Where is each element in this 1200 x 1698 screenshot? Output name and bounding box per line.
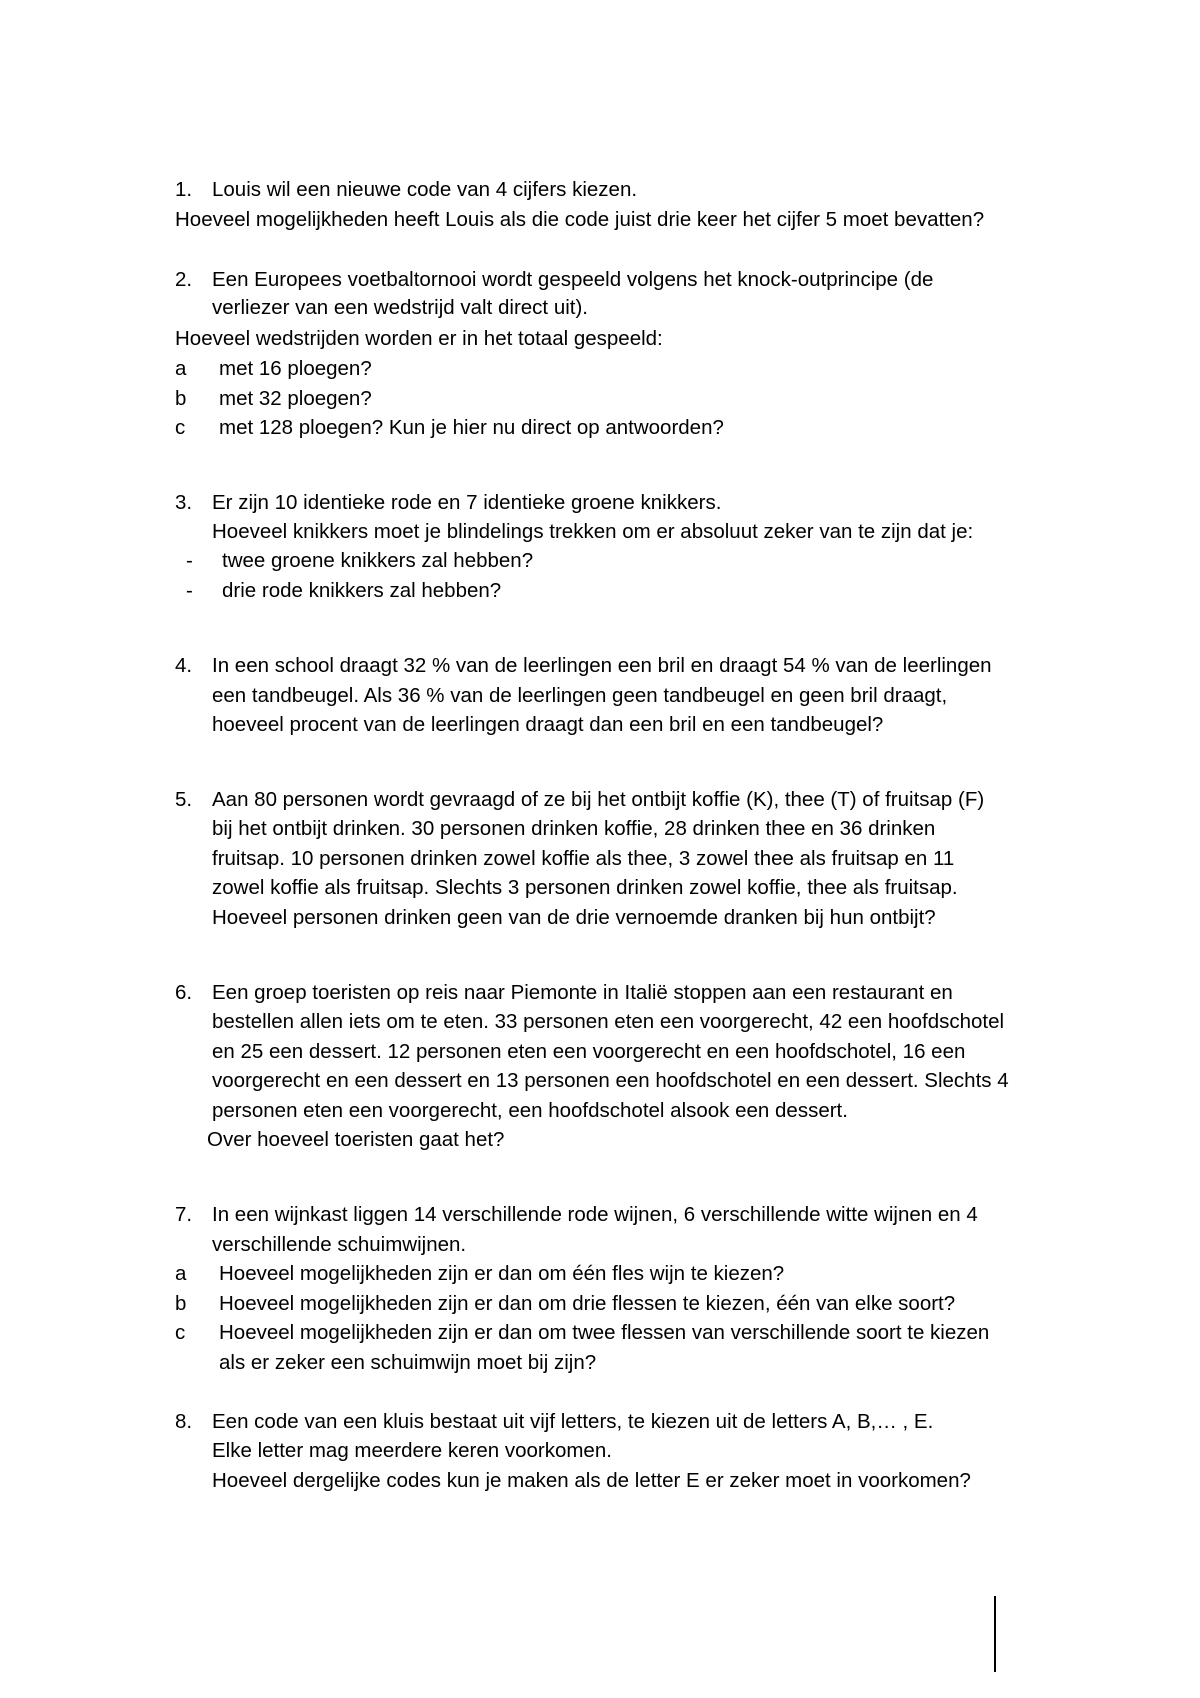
question-2-number: 2. <box>175 268 193 291</box>
question-1-number: 1. <box>175 178 193 201</box>
question-7-number: 7. <box>175 1203 193 1226</box>
question-6-line: en 25 een dessert. 12 personen eten een voorgerecht en een hoofdschotel, 16 een <box>212 1040 966 1063</box>
question-2-line-1: Een Europees voetbaltornooi wordt gespeeld volgens het knock-outprincipe (de <box>212 268 934 291</box>
question-5-line: bij het ontbijt drinken. 30 personen drinken koffie, 28 drinken thee en 36 drinken <box>212 817 936 840</box>
question-3-item-text: drie rode knikkers zal hebben? <box>222 579 502 602</box>
question-7-item-text: Hoeveel mogelijkheden zijn er dan om één fles wijn te kiezen? <box>219 1262 785 1285</box>
question-2-item-label: b <box>175 387 187 410</box>
question-7-item-label: a <box>175 1262 187 1285</box>
question-2-item-label: c <box>175 416 186 439</box>
question-5-number: 5. <box>175 788 193 811</box>
question-8-number: 8. <box>175 1410 193 1433</box>
question-8-line: Hoeveel dergelijke codes kun je maken als de letter E er zeker moet in voorkomen? <box>212 1469 971 1492</box>
question-2-item-label: a <box>175 357 187 380</box>
margin-bar-line <box>994 1596 996 1672</box>
question-6-line: voorgerecht en een dessert en 13 personen een hoofdschotel en een dessert. Slechts 4 <box>212 1069 1009 1092</box>
question-3-line-2: Hoeveel knikkers moet je blindelings trekken om er absoluut zeker van te zijn dat je: <box>212 520 974 543</box>
question-7-item-text: Hoeveel mogelijkheden zijn er dan om drie flessen te kiezen, één van elke soort? <box>219 1292 956 1315</box>
question-2-item-text: met 128 ploegen? Kun je hier nu direct op antwoorden? <box>219 416 724 439</box>
question-5-line: zowel koffie als fruitsap. Slechts 3 personen drinken zowel koffie, thee als fruitsap. <box>212 876 958 899</box>
question-4-line: In een school draagt 32 % van de leerlingen een bril en draagt 54 % van de leerlingen <box>212 654 992 677</box>
question-8-line: Elke letter mag meerdere keren voorkomen. <box>212 1439 612 1462</box>
question-3-number: 3. <box>175 491 193 514</box>
question-4-line: hoeveel procent van de leerlingen draagt dan een bril en een tandbeugel? <box>212 713 884 736</box>
question-2-item-text: met 32 ploegen? <box>219 387 372 410</box>
question-6-line: personen eten een voorgerecht, een hoofdschotel alsook een dessert. <box>212 1099 848 1122</box>
question-6-line: Over hoeveel toeristen gaat het? <box>207 1128 505 1151</box>
question-3-bullet: - <box>186 579 193 602</box>
question-4-number: 4. <box>175 654 193 677</box>
question-3-line-1: Er zijn 10 identieke rode en 7 identieke groene knikkers. <box>212 491 722 514</box>
question-5-line: Aan 80 personen wordt gevraagd of ze bij het ontbijt koffie (K), thee (T) of fruitsap (F) <box>212 788 985 811</box>
question-6-line: bestellen allen iets om te eten. 33 personen eten een voorgerecht, 42 een hoofdschotel <box>212 1010 1005 1033</box>
question-7-line-1: In een wijnkast liggen 14 verschillende rode wijnen, 6 verschillende witte wijnen en 4 <box>212 1203 978 1226</box>
question-7-item-c-continuation: als er zeker een schuimwijn moet bij zijn? <box>219 1351 597 1374</box>
question-7-item-text: Hoeveel mogelijkheden zijn er dan om twee flessen van verschillende soort te kiezen <box>219 1321 990 1344</box>
question-3-item-text: twee groene knikkers zal hebben? <box>222 549 534 572</box>
question-2-line-3: Hoeveel wedstrijden worden er in het totaal gespeeld: <box>175 327 663 350</box>
question-7-line-2: verschillende schuimwijnen. <box>212 1233 467 1256</box>
question-1-line-2: Hoeveel mogelijkheden heeft Louis als die code juist drie keer het cijfer 5 moet bevatten? <box>175 208 985 231</box>
question-5-line: fruitsap. 10 personen drinken zowel koffie als thee, 3 zowel thee als fruitsap en 11 <box>212 847 955 870</box>
question-2-item-text: met 16 ploegen? <box>219 357 372 380</box>
question-5-line: Hoeveel personen drinken geen van de drie vernoemde dranken bij hun ontbijt? <box>212 906 936 929</box>
question-6-number: 6. <box>175 981 193 1004</box>
question-1-line-1: Louis wil een nieuwe code van 4 cijfers kiezen. <box>212 178 638 201</box>
question-4-line: een tandbeugel. Als 36 % van de leerlingen geen tandbeugel en geen bril draagt, <box>212 684 948 707</box>
question-7-item-label: c <box>175 1321 186 1344</box>
question-8-line: Een code van een kluis bestaat uit vijf letters, te kiezen uit de letters A, B,… , E. <box>212 1410 934 1433</box>
question-2-line-2: verliezer van een wedstrijd valt direct uit). <box>212 296 588 319</box>
question-6-line: Een groep toeristen op reis naar Piemonte in Italië stoppen aan een restaurant en <box>212 981 953 1004</box>
question-7-item-label: b <box>175 1292 187 1315</box>
question-3-bullet: - <box>186 549 193 572</box>
